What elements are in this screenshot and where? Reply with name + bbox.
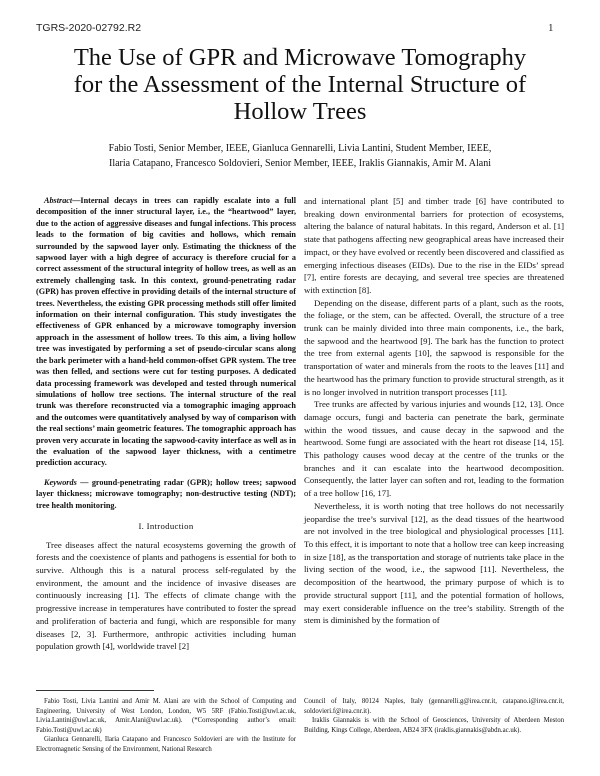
- footnote-right: [304, 697, 564, 735]
- page-number: 1: [548, 22, 554, 34]
- affiliation-note: Fabio Tosti, Livia Lantini and Amir M. Alani are with the School of Computing and Engineering, University of West London, London, W5 5RF (Fabio.Tosti@uwl.ac.uk, Livia.Lantini@uwl.ac.uk, Amir.Alani@uwl.ac.uk). (*Corresponding author’s email: Fabio.Tosti@uwl.ac.uk): [36, 698, 296, 734]
- title-line: for the Assessment of the Internal Structure of: [73, 71, 527, 98]
- section-heading-introduction: I. Introduction: [138, 520, 194, 531]
- author-line: Fabio Tosti, Senior Member, IEEE, Gianluca Gennarelli, Livia Lantini, Student Member, IEEE,: [108, 143, 492, 154]
- keywords-label: Keywords: [44, 477, 77, 487]
- footnote-divider: [36, 690, 154, 691]
- affiliation-note: Council of Italy, 80124 Naples, Italy (gennarelli.g@irea.cnr.it, catapano.i@irea.cnr.it, soldovieri.f@irea.cnr.it).: [304, 698, 564, 715]
- title-line: The Use of GPR and Microwave Tomography: [73, 44, 527, 71]
- intro-paragraph: Tree diseases affect the natural ecosystems governing the growth of forests and the coexistence of plants and pathogens is essential for both to survive. Although this is a natural process self-regulated by the environment, the amount and the incidence of invasive diseases are continuously increasing [1]. The effects of climate change with the progressive increase in temperatures have contributed to foster the spread and proliferation of bacteria and fungi, which are responsible for many diseases [2, 3]. Furthermore, anthropic activities including human population growth [4], worldwide travel [2]: [36, 539, 296, 652]
- affiliation-note: Gianluca Gennarelli, Ilaria Catapano and Francesco Soldovieri are with the Institute for Electromagnetic Sensing of the Environment, National Research: [36, 736, 296, 753]
- intro-paragraph: Depending on the disease, different parts of a plant, such as the roots, the foliage, or the stem, can be affected. Overall, the structure of a tree trunk can be mainly divided into three main components, i.e., the bark, the sapwood and the heartwood [9]. The bark has the function to protect the tree from external agents [10], the sapwood is responsible for the transportation of water and minerals from the roots to the leaves [11] and the heartwood has the primary function to provide structural strength, as it is no longer involved in nutrition transport processes [11].: [304, 297, 565, 397]
- abstract: Abstract—Internal decays in trees can rapidly escalate into a full decomposition of the inner structural layer, i.e., the “heartwood” layer, due to the action of aggressive diseases and fungal infections. This process leads to the formation of big cavities and hollows, which remain surrounded by the sapwood layer only. Estimating the thickness of the sapwood layer with a high degree of accuracy is therefore crucial for a correct assessment of the structural integrity of hollow trees, as well as an extremely challenging task. In this context, ground-penetrating radar (GPR) has proven effective in providing details of the internal structure of trees. Nevertheless, the existing GPR processing methods still offer limited information on their internal configuration. This study investigates the effectiveness of GPR enhanced by a microwave tomography inversion approach in the assessment of hollow trees. To this aim, a living hollow tree was investigated by performing a set of pseudo-circular scans along the bark perimeter with a hand-held common-offset GPR system. The tree was then felled, and sections were cut for testing purposes. A dedicated data processing framework was developed and tested through numerical simulations of hollow tree sections. The internal structure of the real trunk was therefore reconstructed via a tomographic imaging approach and the outcomes were quantitatively analysed by way of comparison with the real sections’ main geometric features. The tomographic approach has proven very accurate in locating the sapwood-cavity interface as well as in the evaluation of the sapwood layer thickness, with a centimetre prediction accuracy.: [36, 196, 296, 468]
- manuscript-id: TGRS-2020-02792.R2: [36, 22, 142, 34]
- intro-paragraph: Tree trunks are affected by various injuries and wounds [12, 13]. Once damage occurs, fungi and bacteria can penetrate the bark, germinate within the wood tissues, and cause decay in the sapwood and the heartwood. Some fungi are associated with the heart rot disease [14, 15]. This pathology causes wood decay at the centre of the trunks or the branches and it can escalate into the heartwood decomposition. Consequently, the latter layer can soften and rot, leading to the formation of a tree hollow [16, 17].: [304, 399, 564, 499]
- keywords-text: ground-penetrating radar (GPR); hollow trees; sapwood layer thickness; microwave tomography; non-destructive testing (NDT); tree health monitoring.: [36, 477, 296, 510]
- affiliation-note: Iraklis Giannakis is with the School of Geosciences, University of Aberdeen Meston Building, Kings College, Aberdeen, AB24 3FX (iraklis.giannakis@abdn.ac.uk).: [304, 717, 564, 734]
- left-column: [36, 195, 296, 653]
- keywords: Keywords — ground-penetrating radar (GPR); hollow trees; sapwood layer thickness; microwave tomography; non-destructive testing (NDT); tree health monitoring.: [36, 477, 296, 510]
- author-line: Ilaria Catapano, Francesco Soldovieri, Senior Member, IEEE, Iraklis Giannakis, Amir M. Alani: [108, 158, 491, 169]
- intro-paragraph-continued: and international plant [5] and timber trade [6] have contributed to breaking down environmental barriers for protection of ecosystems, altering the balance of natural habitats. In this regard, Anderson et al. [1] state that pathogens affecting new geographical areas have increased their impact, or they have evolved or recently been discovered and classified as emerging infectious diseases (EIDs). Due to the rise in the EIDs’ spread [7], entire forests are decaying, and several tree species are threatened with extinction [8].: [304, 196, 564, 295]
- abstract-label: Abstract: [44, 196, 73, 205]
- abstract-text: Internal decays in trees can rapidly escalate into a full decomposition of the inner structural layer, i.e., the “heartwood” layer, due to the action of aggressive diseases and fungal infections. This process leads to the formation of big cavities and hollows, which remain surrounded by the sapwood layer only. Estimating the thickness of the sapwood layer with a high degree of accuracy is therefore crucial for a correct assessment of the structural integrity of hollow trees, as well as an extremely challenging task. In this context, ground-penetrating radar (GPR) has proven effective in providing details of the internal structure of trees. Nevertheless, the existing GPR processing methods still offer limited information on their internal configuration. This study investigates the effectiveness of GPR enhanced by a microwave tomography inversion approach in the assessment of hollow trees. To this aim, a living hollow tree was investigated by performing a set of pseudo-circular scans along the bark perimeter with a hand-held common-offset GPR system. The tree was then felled, and sections were cut for testing purposes. A dedicated data processing framework was developed and tested through numerical simulations of hollow tree sections. The internal structure of the real trunk was therefore reconstructed via a tomographic imaging approach and the outcomes were quantitatively analysed by way of comparison with the real sections’ main geometric features. The tomographic approach has proven very accurate in locating the sapwood-cavity interface as well as in the evaluation of the sapwood layer thickness, with a centimetre prediction accuracy.: [36, 196, 296, 468]
- author-list: [40, 141, 560, 171]
- title-line: Hollow Trees: [233, 98, 367, 125]
- right-column: [304, 195, 564, 627]
- footnote-left: [36, 697, 296, 755]
- intro-paragraph: Nevertheless, it is worth noting that tree hollows do not necessarily jeopardise the tree’s survival [12], as the dead tissues of the heartwood are not involved in the tree biological and physiological processes [11]. To this effect, it is important to note that a hollow tree can keep increasing in size [18], as the transportation and storage of nutrients take place in the living section of the wood, i.e., the sapwood [11]. Nevertheless, the decomposition of the heartwood, the primary purpose of which is to provide structural support [11], and the potential formation of hollows, may exert considerable influence on the tree’s stability. Strength of the stem is diminished by the formation of: [304, 500, 564, 626]
- paper-title: [40, 44, 560, 125]
